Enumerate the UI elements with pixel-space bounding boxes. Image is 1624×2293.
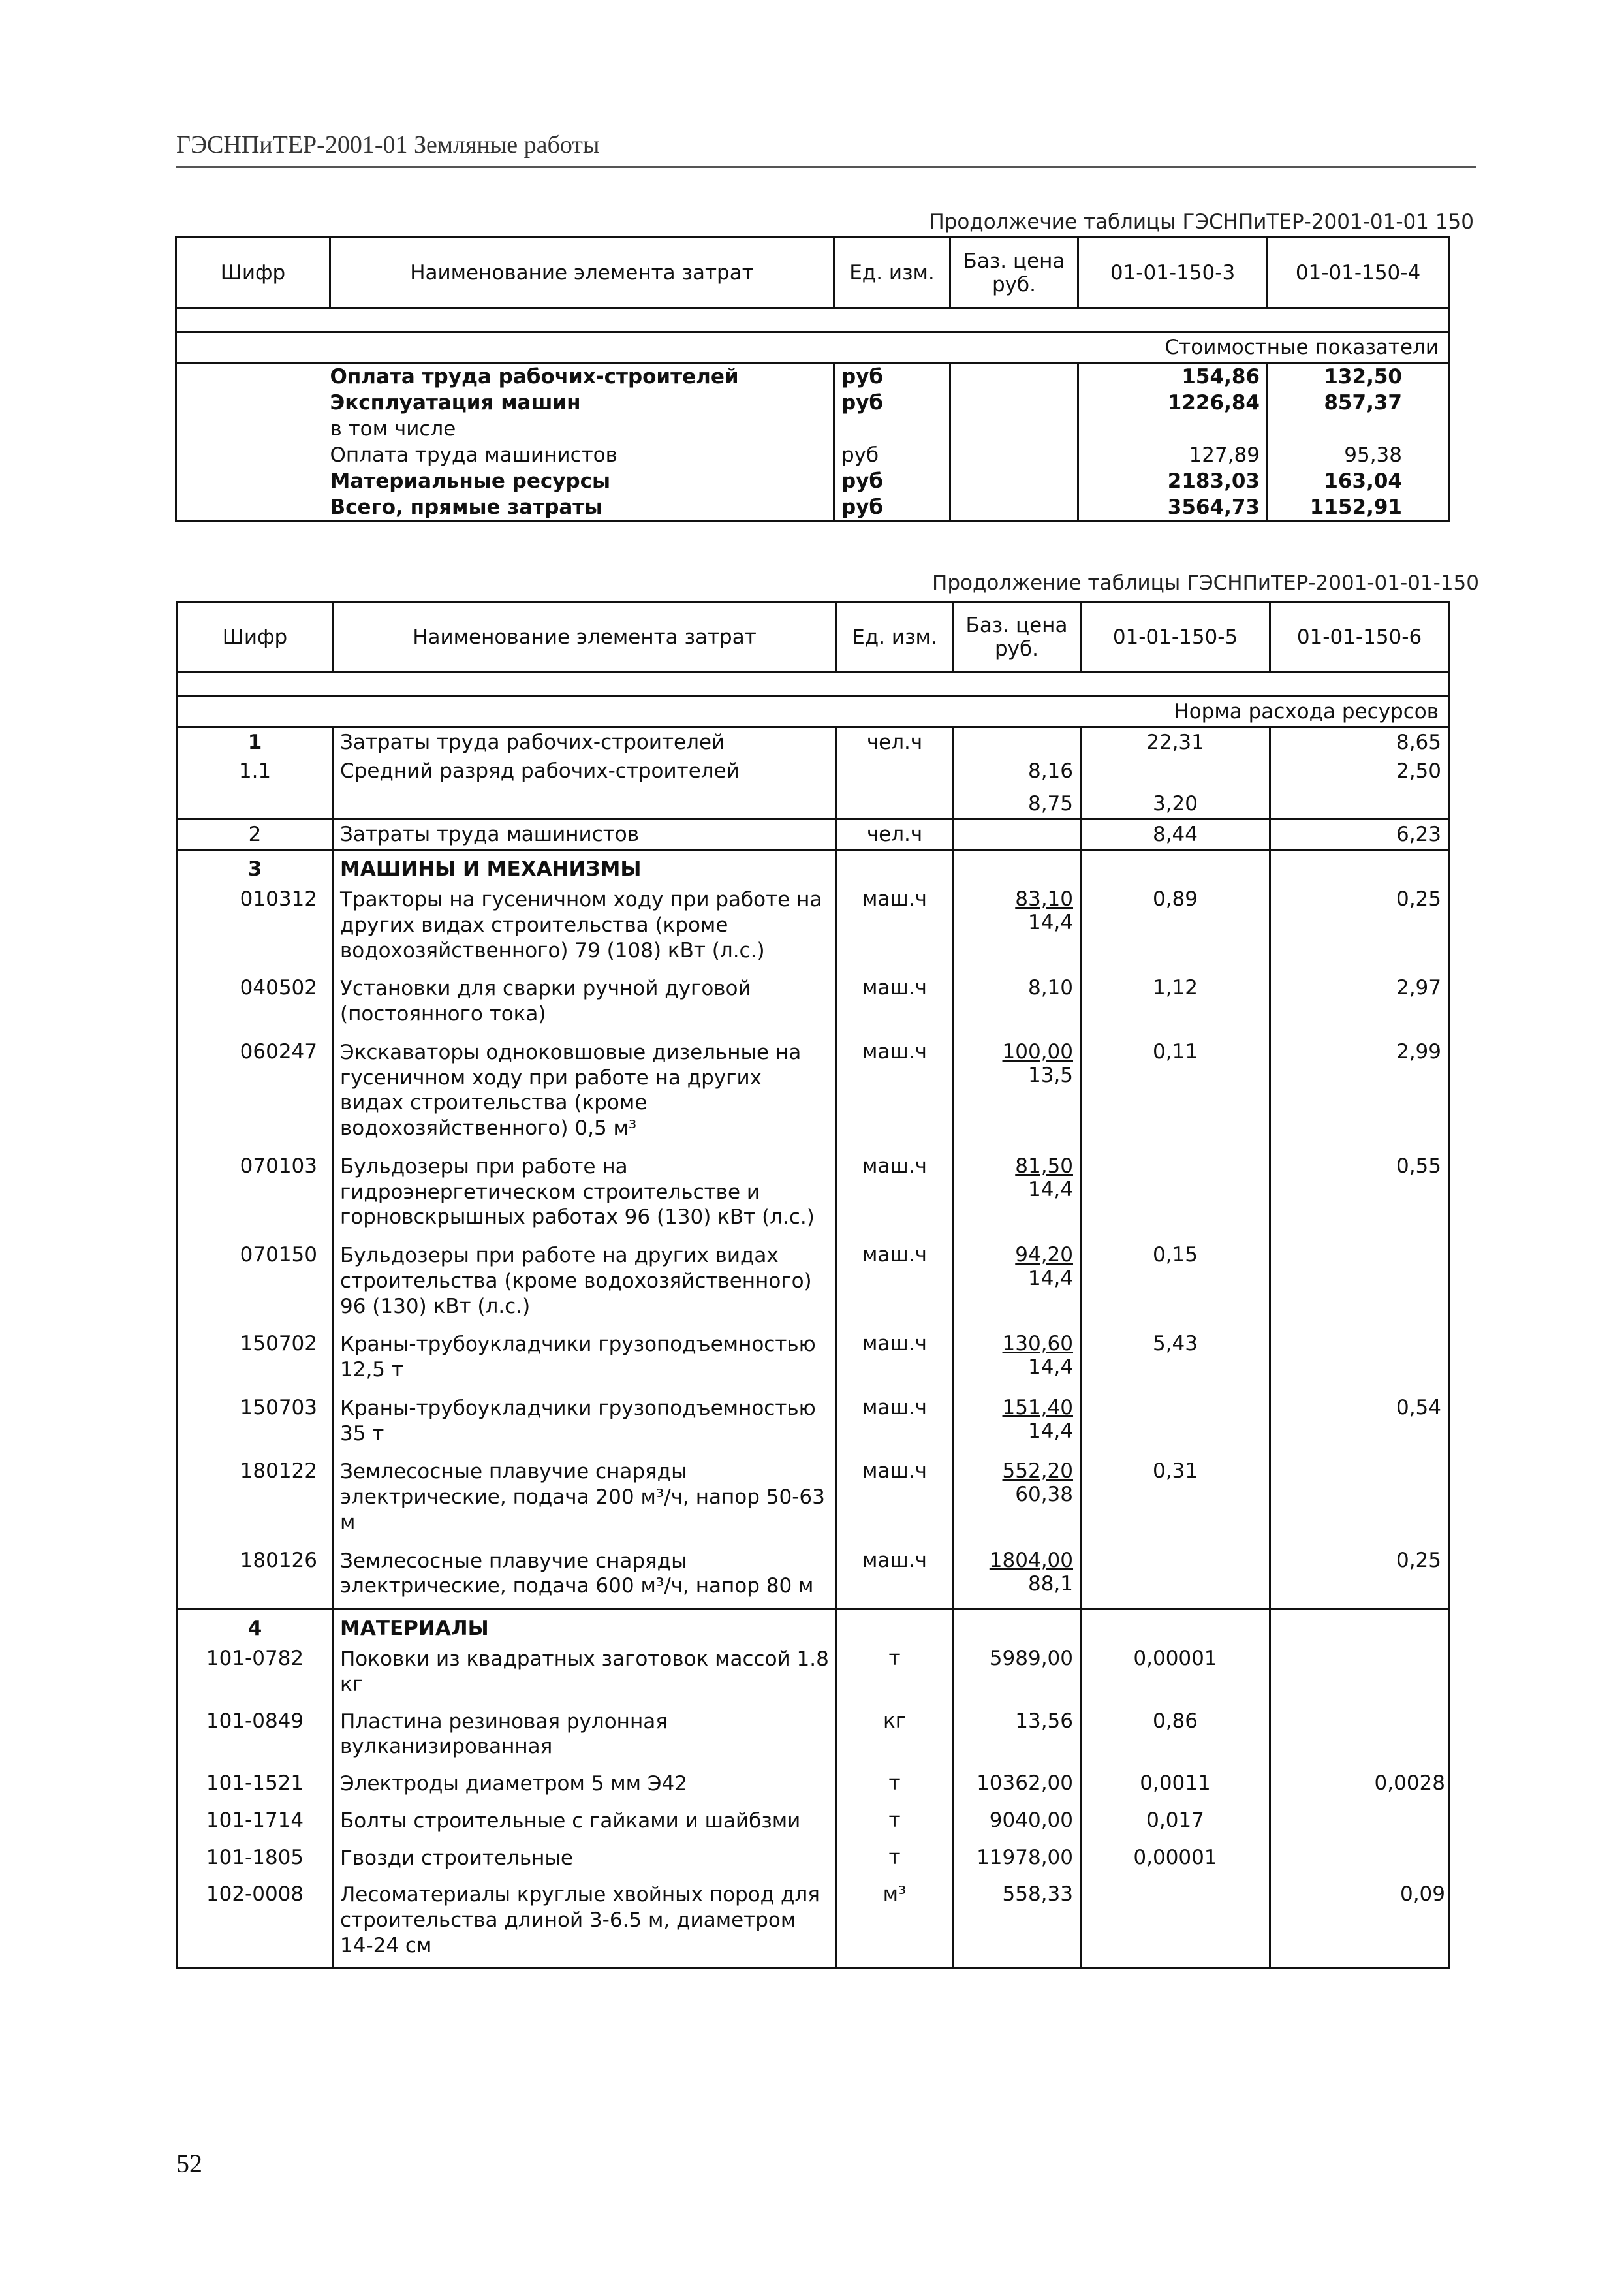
row-value-1: 0,31 [1081,1455,1270,1544]
row-value-1 [1081,1878,1270,1967]
row-unit: маш.ч [837,883,953,972]
table-row [176,468,1449,494]
row-code: 101-0849 [178,1705,333,1768]
row-price-cell [953,972,1081,1036]
row-code: 180122 [178,1455,333,1544]
row-price-secondary: 88,1 [1027,1572,1073,1596]
table-row-labor-workers [178,727,1449,757]
row-value-1: 127,89 [1078,442,1268,468]
table-row [178,1545,1449,1609]
row-name: Пластина резиновая рулонная вулканизированная [333,1705,837,1768]
row-code [176,363,330,390]
row-code: 102-0008 [178,1878,333,1967]
row-code: 2 [178,819,333,850]
row-price [950,390,1078,416]
row-unit: т [837,1767,953,1805]
row-value-1: 1226,84 [1078,390,1268,416]
row-name: Оплата труда рабочих-строителей [330,365,739,388]
row-value-1: 0,86 [1081,1705,1270,1768]
row-code: 150702 [178,1328,333,1392]
section-code: 4 [178,1609,333,1643]
row-price [950,416,1078,442]
row-code: 101-0782 [178,1643,333,1705]
row-price [950,468,1078,494]
row-code: 040502 [178,972,333,1036]
row-value-1: 0,00001 [1081,1643,1270,1705]
row-price-secondary: 14,4 [1027,1177,1073,1201]
col-header-unit: Ед. изм. [834,238,950,308]
row-unit: чел.ч [837,819,953,850]
row-value-2: 857,37 [1268,390,1449,416]
row-name: Материальные ресурсы [330,469,611,493]
row-unit: руб [834,390,950,416]
row-price: 1804,00 [989,1548,1073,1572]
row-price [950,494,1078,522]
row-value-2: 0,25 [1270,883,1449,972]
row-value-1 [1078,416,1268,442]
row-price-cell [953,1545,1081,1609]
resource-norms-table [176,601,1450,1969]
row-price: 8,10 [1027,976,1073,1000]
row-unit: маш.ч [837,1036,953,1150]
row-price-secondary: 14,4 [1027,911,1073,934]
row-value-1: 0,00001 [1081,1842,1270,1879]
row-unit: т [837,1643,953,1705]
row-price-a: 8,16 [1027,759,1073,783]
row-unit: маш.ч [837,1239,953,1328]
row-name: в том числе [330,417,456,441]
row-price-cell [953,883,1081,972]
row-value-2 [1268,416,1449,442]
col-header-code: Шифр [178,602,333,672]
row-name: Тракторы на гусеничном ходу при работе на других видах строительства (кроме водохозяйственного) 79 (108) кВт (л.с.) [333,883,837,972]
row-value-2: 0,0028 [1270,1767,1449,1805]
row-value-1: 8,44 [1081,819,1270,850]
row-unit: т [837,1805,953,1842]
row-unit: руб [834,468,950,494]
row-value-2: 2,97 [1270,972,1449,1036]
row-value-2: 1152,91 [1268,494,1449,522]
row-price-cell [953,1239,1081,1328]
row-name: Землесосные плавучие снаряды электрические, подача 200 м³/ч, напор 50-63 м [333,1455,837,1544]
row-price-cell [953,1328,1081,1392]
section-label: Стоимостные показатели [176,332,1449,363]
row-value-1: 0,017 [1081,1805,1270,1842]
section-label: Норма расхода ресурсов [178,697,1449,727]
table-row [178,972,1449,1036]
section-code: 3 [178,850,333,884]
section-title: МАТЕРИАЛЫ [333,1609,837,1643]
row-price-cell [953,1036,1081,1150]
row-price-cell [953,1392,1081,1456]
row-price: 552,20 [1002,1459,1073,1483]
col-header-unit: Ед. изм. [837,602,953,672]
col-header-code: Шифр [176,238,330,308]
row-code: 070103 [178,1150,333,1239]
row-value-1: 5,43 [1081,1328,1270,1392]
row-price-b: 8,75 [1027,792,1073,815]
row-name: Средний разряд рабочих-строителей [333,757,837,819]
row-code: 150703 [178,1392,333,1456]
row-unit: руб [834,442,950,468]
table-row [178,1036,1449,1150]
row-value-2 [1270,1643,1449,1705]
row-code: 010312 [178,883,333,972]
row-unit: маш.ч [837,1455,953,1544]
table-row [178,1878,1449,1967]
row-value-2: 0,25 [1270,1545,1449,1609]
row-value-2 [1270,1455,1449,1544]
row-unit: маш.ч [837,1392,953,1456]
row-code [176,390,330,416]
spacer-row [178,672,1449,697]
row-value-2: 6,23 [1270,819,1449,850]
row-value-2: 2,99 [1270,1036,1449,1150]
row-price-secondary: 14,4 [1027,1267,1073,1290]
row-value-1-b: 3,20 [1152,792,1198,815]
row-value-2: 163,04 [1268,468,1449,494]
row-unit: кг [837,1705,953,1768]
row-unit: т [837,1842,953,1879]
row-name: Электроды диаметром 5 мм Э42 [333,1767,837,1805]
row-name: Краны-трубоукладчики грузоподъемностью 35 т [333,1392,837,1456]
row-price-secondary: 14,4 [1027,1355,1073,1380]
page-number: 52 [176,2149,202,2178]
row-price [953,727,1081,757]
table-row [178,1805,1449,1842]
row-price-cell [953,1150,1081,1239]
col-header-base-price: Баз. цена руб. [953,602,1081,672]
row-unit: м³ [837,1878,953,1967]
col-header-variant-2: 01-01-150-4 [1268,238,1449,308]
row-name: Лесоматериалы круглые хвойных пород для строительства длиной 3-6.5 м, диаметром 14-24 см [333,1878,837,1967]
row-price [950,442,1078,468]
row-name: Оплата труда машинистов [330,443,617,467]
row-unit: руб [834,363,950,390]
row-unit: маш.ч [837,1150,953,1239]
section-row-materials [178,1609,1449,1643]
table-row [178,1643,1449,1705]
row-value-2: 95,38 [1268,442,1449,468]
row-name: Всего, прямые затраты [330,496,603,519]
row-price: 558,33 [953,1878,1081,1967]
row-price: 11978,00 [953,1842,1081,1879]
row-code [176,442,330,468]
row-value-1 [1081,1392,1270,1456]
row-value-2 [1270,1842,1449,1879]
col-header-name: Наименование элемента затрат [330,238,834,308]
row-name: Землесосные плавучие снаряды электрические, подача 600 м³/ч, напор 80 м [333,1545,837,1609]
row-unit: маш.ч [837,972,953,1036]
row-value-2 [1270,1805,1449,1842]
cost-indicators-table [175,236,1450,522]
row-name: Бульдозеры при работе на других видах строительства (кроме водохозяйственного) 96 (130) кВт (л.с.) [333,1239,837,1328]
row-name: Бульдозеры при работе на гидроэнергетическом строительстве и горновскрышных работах 96 (130) кВт (л.с.) [333,1150,837,1239]
row-value-1: 0,11 [1081,1036,1270,1150]
table1-continuation-caption: Продолжечие таблицы ГЭСНПиТЕР-2001-01-01 150 [929,210,1474,234]
row-value-2: 132,50 [1268,363,1449,390]
row-value-1: 1,12 [1081,972,1270,1036]
table-row [178,1842,1449,1879]
table-row [178,1150,1449,1239]
table-row [176,442,1449,468]
row-value-1: 22,31 [1081,727,1270,757]
row-price: 94,20 [1015,1243,1073,1267]
col-header-variant-2: 01-01-150-6 [1270,602,1449,672]
row-price: 83,10 [1015,887,1073,911]
section-row-machines [178,850,1449,884]
row-price: 81,50 [1015,1154,1073,1178]
table-row [176,363,1449,390]
row-code: 180126 [178,1545,333,1609]
row-value-2 [1270,1705,1449,1768]
row-name: Поковки из квадратных заготовок массой 1.8 кг [333,1643,837,1705]
row-code [176,416,330,442]
row-price: 13,56 [953,1705,1081,1768]
table-row-labor-machinists [178,819,1449,850]
spacer-row [176,308,1449,332]
row-code: 101-1521 [178,1767,333,1805]
row-value-2: 0,54 [1270,1392,1449,1456]
row-name: Затраты труда машинистов [333,819,837,850]
row-name: Экскаваторы одноковшовые дизельные на гусеничном ходу при работе на других видах строительства (кроме водохозяйственного) 0,5 м³ [333,1036,837,1150]
document-header: ГЭСНПиТЕР-2001-01 Земляные работы [176,131,600,159]
row-code: 1.1 [178,757,333,819]
row-price-secondary: 14,4 [1027,1419,1073,1443]
row-code: 060247 [178,1036,333,1150]
row-value-2: 0,09 [1270,1878,1449,1967]
row-value-2: 0,55 [1270,1150,1449,1239]
row-value-1: 0,15 [1081,1239,1270,1328]
row-price: 10362,00 [953,1767,1081,1805]
table-row [178,1392,1449,1456]
row-code: 101-1714 [178,1805,333,1842]
row-code [176,468,330,494]
row-name: Затраты труда рабочих-строителей [333,727,837,757]
col-header-variant-1: 01-01-150-5 [1081,602,1270,672]
col-header-variant-1: 01-01-150-3 [1078,238,1268,308]
row-price-cell [953,1455,1081,1544]
row-price-secondary: 13,5 [1027,1063,1073,1087]
row-value-2 [1270,1328,1449,1392]
row-value-1: 0,0011 [1081,1767,1270,1805]
col-header-base-price: Баз. цена руб. [950,238,1078,308]
row-code [176,494,330,522]
row-value-1: 3564,73 [1078,494,1268,522]
table-row [178,1767,1449,1805]
row-unit [834,416,950,442]
section-title: МАШИНЫ И МЕХАНИЗМЫ [333,850,837,884]
row-code: 101-1805 [178,1842,333,1879]
table-row [178,1455,1449,1544]
row-name: Эксплуатация машин [330,391,581,415]
row-code: 070150 [178,1239,333,1328]
table-row [178,1328,1449,1392]
row-value-2-a: 2,50 [1270,757,1449,819]
row-name: Установки для сварки ручной дуговой (постоянного тока) [333,972,837,1036]
row-value-1: 2183,03 [1078,468,1268,494]
row-price [950,363,1078,390]
table-row [178,883,1449,972]
row-value-2 [1270,1239,1449,1328]
table-row [178,1239,1449,1328]
table-row [178,1705,1449,1768]
row-value-1 [1081,1545,1270,1609]
row-price: 5989,00 [953,1643,1081,1705]
row-value-1 [1081,1150,1270,1239]
row-value-1: 0,89 [1081,883,1270,972]
row-unit: маш.ч [837,1328,953,1392]
row-price: 130,60 [1002,1332,1073,1356]
row-unit: маш.ч [837,1545,953,1609]
row-unit: чел.ч [837,727,953,757]
table-row [176,494,1449,522]
col-header-name: Наименование элемента затрат [333,602,837,672]
row-name: Гвозди строительные [333,1842,837,1879]
table2-continuation-caption: Продолжение таблицы ГЭСНПиТЕР-2001-01-01-150 [932,571,1479,595]
row-name: Болты строительные с гайками и шайбзми [333,1805,837,1842]
row-value-1: 154,86 [1078,363,1268,390]
row-code: 1 [178,727,333,757]
table-row [176,416,1449,442]
row-price: 100,00 [1002,1039,1073,1064]
row-price: 9040,00 [953,1805,1081,1842]
header-divider [176,166,1476,168]
row-price: 151,40 [1002,1395,1073,1419]
table-row [176,390,1449,416]
row-price-secondary: 60,38 [1015,1483,1073,1507]
row-unit: руб [834,494,950,522]
row-name: Краны-трубоукладчики грузоподъемностью 12,5 т [333,1328,837,1392]
row-value-2: 8,65 [1270,727,1449,757]
table-row-average-grade [178,757,1449,819]
